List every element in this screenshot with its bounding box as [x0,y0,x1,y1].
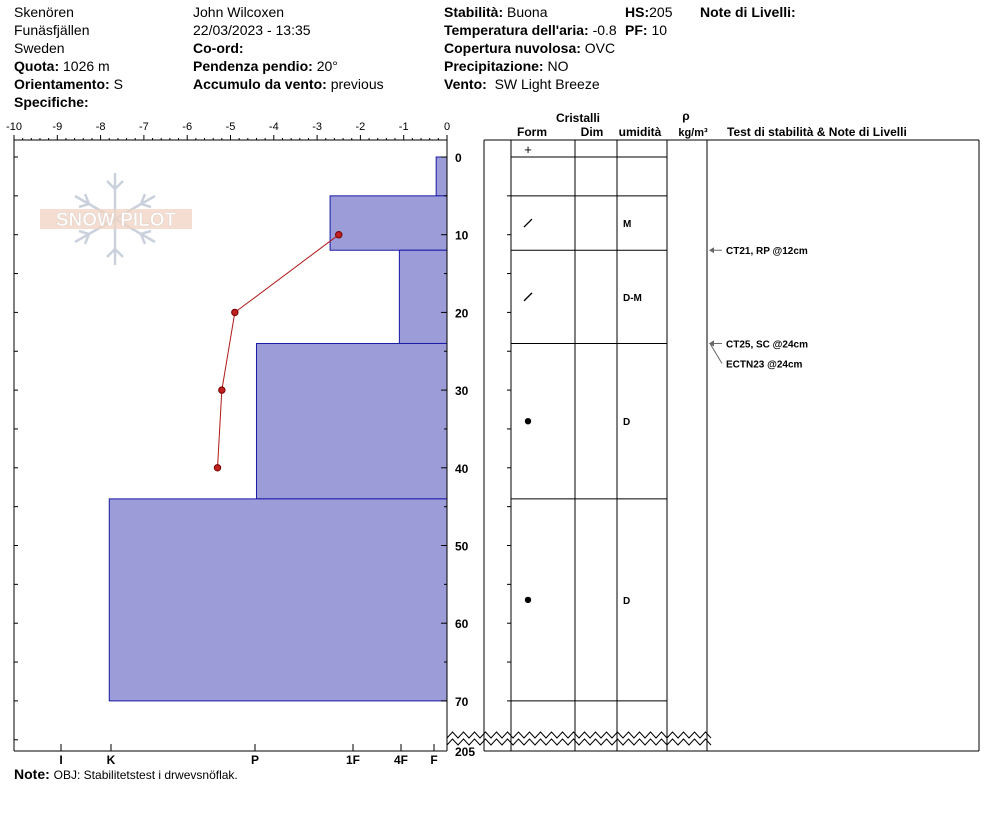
test-label-2: ECTN23 @24cm [726,359,803,371]
depth-break-zigzag-2 [447,739,711,745]
depth-label-3: 30 [455,384,469,399]
density-unit-header: kg/m³ [678,127,708,139]
elevation: Quota: 1026 m [14,58,110,74]
temperature-point-3 [214,465,220,471]
wind-loading: Accumulo da vento: previous [193,76,384,92]
grain-form-new-snow-0: + [524,142,532,157]
form-header: Form [517,125,547,139]
dim-header: Dim [580,125,604,139]
penetration: PF: 10 [625,22,668,38]
hardness-layer-0 [436,157,447,196]
specifics: Specifiche: [14,94,89,110]
wind: Vento: SW Light Breeze [444,76,600,92]
temp-tick-label-3: -7 [139,121,149,133]
depth-label-7: 70 [455,694,469,709]
watermark-text: SNOW PILOT [55,210,177,231]
temp-tick-label-6: -4 [268,121,279,133]
hardness-label-2: P [250,753,260,767]
depth-label-1: 10 [455,228,469,243]
depth-label-8: 205 [455,745,476,759]
grain-form-faceted-1 [524,219,532,227]
hardness-layer-1 [330,196,447,250]
moisture-value-3: D [623,417,631,429]
temp-tick-label-1: -9 [52,121,63,133]
observer: John Wilcoxen [193,4,285,20]
depth-label-6: 60 [455,617,469,632]
depth-label-4: 40 [455,461,469,476]
test-label-0: CT21, RP @12cm [726,246,808,258]
density-header: ρ [682,109,690,123]
aspect: Orientamento: S [14,76,123,92]
slope: Pendenza pendio: 20° [193,58,338,74]
hardness-label-5: F [430,753,438,767]
snowflake-logo [40,173,192,265]
test-arrow-line-2 [710,343,722,363]
air-temperature: Temperatura dell'aria: -0.8 [444,22,617,38]
tests-header: Test di stabilità & Note di Livelli [727,125,907,139]
coordinates: Co-ord: [193,40,244,56]
temperature-point-0 [336,232,342,238]
hardness-layer-4 [109,499,447,701]
crystals-header: Cristalli [555,111,601,125]
temperature-point-2 [219,387,225,393]
temp-tick-label-5: -5 [225,121,236,133]
country: Sweden [14,40,65,56]
location: Skenören [14,4,74,20]
stability: Stabilità: Buona [444,4,548,20]
cloud-cover: Copertura nuvolosa: OVC [444,40,616,56]
temp-tick-label-7: -3 [312,121,322,133]
hardness-layer-3 [256,343,447,498]
temp-tick-label-9: -1 [398,121,409,133]
grain-form-faceted-2 [524,293,532,301]
depth-label-5: 50 [455,539,469,554]
layer-notes-title: Note di Livelli: [700,4,796,20]
region: Funäsfjällen [14,22,90,38]
depth-label-2: 20 [455,306,469,321]
snow-height: HS:205 [625,4,673,20]
stability-tests [709,246,808,370]
footer-note: Note: OBJ: Stabilitetstest i drwevsnöflak. [14,766,238,782]
depth-break-zigzag-1 [447,732,711,738]
temp-tick-label-4: -6 [182,121,193,133]
depth-label-0: 0 [455,151,462,165]
grain-form-round-3 [525,418,531,424]
temp-tick-label-10: 0 [443,121,451,133]
test-arrow-head-0 [709,247,714,253]
hardness-label-0: I [59,753,63,767]
hardness-label-3: 1F [345,753,361,767]
hardness-layers [109,157,447,701]
hardness-label-4: 4F [393,753,409,767]
precipitation: Precipitazione: NO [444,58,569,74]
moisture-value-4: D [623,595,631,607]
grain-form-round-4 [525,597,531,603]
temp-tick-label-2: -8 [95,121,106,133]
temp-tick-label-8: -2 [355,121,366,133]
datetime: 22/03/2023 - 13:35 [193,22,311,38]
hardness-label-1: K [106,753,116,767]
test-label-1: CT25, SC @24cm [726,339,809,351]
temperature-point-1 [232,309,238,315]
hardness-layer-2 [399,250,447,343]
moisture-value-2: D-M [623,292,642,304]
temp-tick-label-0: -10 [6,121,22,133]
moisture-header: umidità [618,125,662,139]
moisture-value-1: M [623,219,632,231]
